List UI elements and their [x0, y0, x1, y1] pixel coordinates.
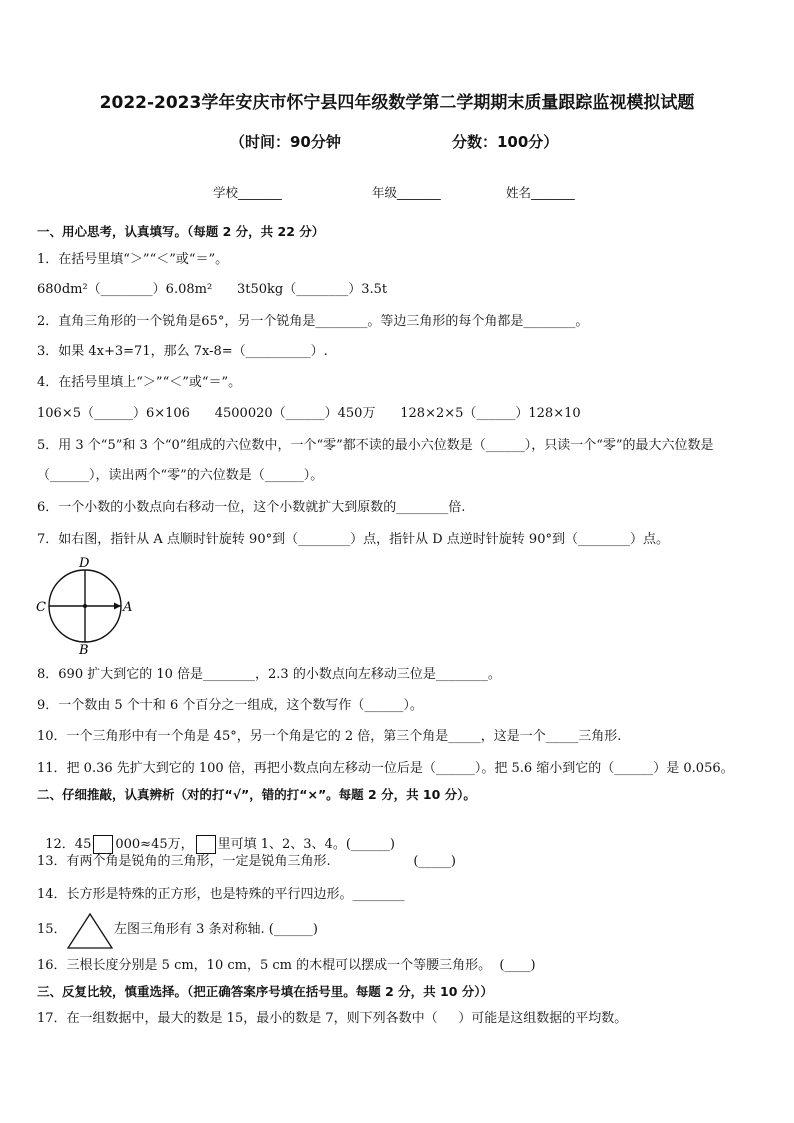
- section-3-heading: 三、反复比较，慎重选择。（把正确答案序号填在括号里。每题 2 分，共 10 分））: [37, 984, 494, 999]
- question-12-prefix: 12．45: [45, 837, 92, 852]
- question-15-number: 15．: [37, 922, 67, 937]
- question-1: 1．在括号里填“＞”“＜”或“＝”。: [37, 252, 229, 267]
- clock-figure: [32, 556, 142, 656]
- answer-box[interactable]: [196, 835, 216, 854]
- question-1-items: 680dm²（________）6.08m² 3t50kg（________）3.5t: [37, 282, 388, 297]
- triangle-figure: [66, 912, 114, 950]
- school-field: 学校_______: [213, 185, 282, 200]
- question-12-suffix: 里可填 1、2、3、4。(______): [217, 837, 395, 852]
- question-12-middle: 000≈45万，: [115, 837, 194, 852]
- question-5-line1: 5．用 3 个“5”和 3 个“0”组成的六位数中，一个“零”都不读的最小六位数是（______），只读一个“零”的最大六位数是: [37, 438, 714, 453]
- label-d: D: [79, 556, 90, 571]
- question-3: 3．如果 4x+3=71，那么 7x-8=（__________）.: [37, 344, 328, 359]
- section-2-heading: 二、仔细推敲，认真辨析（对的打“√”，错的打“×”。每题 2 分，共 10 分）。: [37, 787, 476, 802]
- question-4-items: 106×5（______）6×106 4500020（______）450万 128×2×5（______）128×10: [37, 406, 581, 421]
- section-1-heading: 一、用心思考，认真填写。（每题 2 分，共 22 分）: [37, 224, 325, 239]
- question-8: 8．690 扩大到它的 10 倍是________，2.3 的小数点向左移动三位是________。: [37, 667, 501, 682]
- question-16: 16．三根长度分别是 5 cm，10 cm，5 cm 的木棍可以摆成一个等腰三角形。 (____): [37, 958, 536, 973]
- name-field: 姓名_______: [506, 185, 575, 200]
- question-7: 7．如右图，指针从 A 点顺时针旋转 90°到（________）点，指针从 D 点逆时针旋转 90°到（________）点。: [37, 532, 669, 547]
- question-15-text: 左图三角形有 3 条对称轴. (______): [114, 922, 318, 937]
- exam-time: （时间：90分钟: [230, 133, 341, 151]
- question-2: 2．直角三角形的一个锐角是65°，另一个锐角是________。等边三角形的每个角都是________。: [37, 314, 589, 329]
- question-6: 6．一个小数的小数点向右移动一位，这个小数就扩大到原数的________倍.: [37, 500, 466, 515]
- answer-box[interactable]: [93, 835, 113, 854]
- question-14: 14．长方形是特殊的正方形，也是特殊的平行四边形。________: [37, 887, 405, 902]
- label-a: A: [123, 600, 133, 615]
- question-9: 9．一个数由 5 个十和 6 个百分之一组成，这个数写作（______）。: [37, 698, 423, 713]
- grade-field: 年级_______: [372, 185, 441, 200]
- question-13: 13．有两个角是锐角的三角形，一定是锐角三角形. (_____): [37, 854, 456, 869]
- question-17: 17．在一组数据中，最大的数是 15，最小的数是 7，则下列各数中（ ）可能是这组数据的平均数。: [37, 1011, 628, 1026]
- question-12: [37, 817, 395, 854]
- question-5-line2: （______），读出两个“零”的六位数是（______）。: [37, 468, 324, 483]
- label-b: B: [79, 643, 89, 656]
- exam-score: 分数：100分）: [452, 133, 559, 151]
- question-11: 11．把 0.36 先扩大到它的 100 倍，再把小数点向左移动一位后是（______）。把 5.6 缩小到它的（______）是 0.056。: [37, 761, 734, 776]
- page-title: 2022-2023学年安庆市怀宁县四年级数学第二学期期末质量跟踪监视模拟试题: [99, 93, 695, 113]
- label-c: C: [36, 600, 46, 615]
- question-4: 4．在括号里填上“＞”“＜”或“＝”。: [37, 375, 242, 390]
- question-10: 10．一个三角形中有一个角是 45°，另一个角是它的 2 倍，第三个角是_____，这是一个_____三角形.: [37, 729, 622, 744]
